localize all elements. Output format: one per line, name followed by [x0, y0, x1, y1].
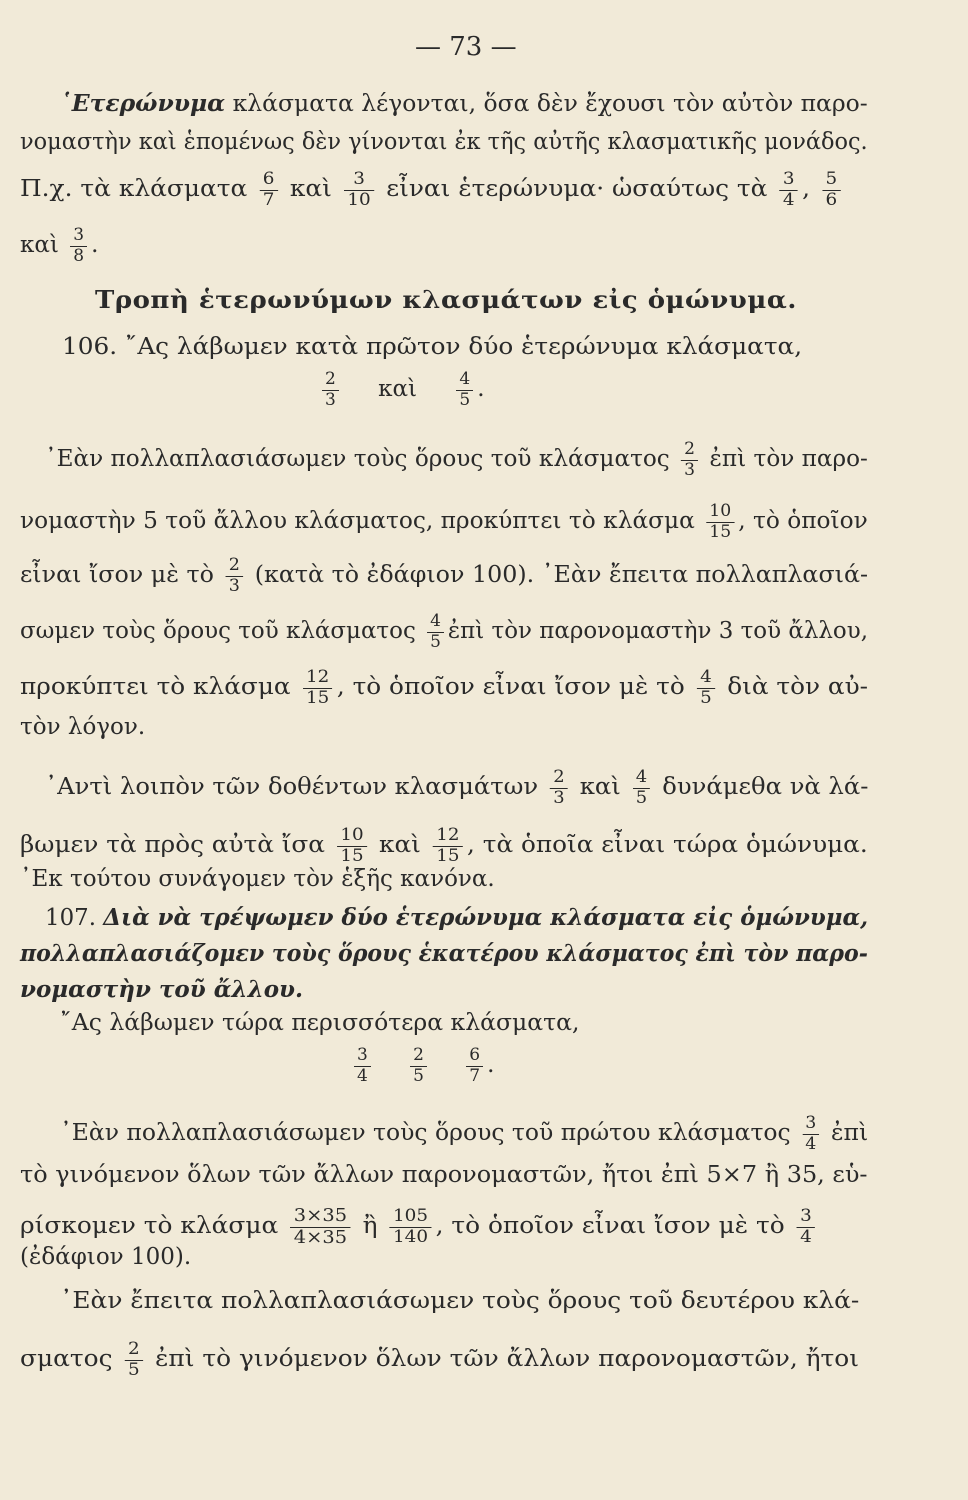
fraction — [797, 1207, 815, 1247]
text: διὰ τὸν αὐ- — [727, 674, 869, 701]
text: σωμεν τοὺς ὅρους τοῦ κλάσματος — [20, 618, 416, 645]
term-heteronyma: ῾Ετερώνυμα — [60, 90, 226, 117]
example-line-2 — [20, 226, 98, 266]
denominator: 6 — [822, 190, 840, 211]
denominator: 5 — [633, 788, 651, 809]
numerator: 3 — [357, 1045, 368, 1065]
fraction — [681, 440, 698, 480]
text: εἶναι ἑτερώνυμα· ὡσαύτως τὰ — [386, 176, 768, 203]
text: εἶναι ἴσον μὲ τὸ — [20, 562, 214, 589]
numerator: 4 — [635, 767, 648, 787]
fraction — [433, 826, 463, 866]
fraction — [410, 1046, 427, 1086]
denominator: 15 — [303, 688, 333, 709]
numerator: 10 — [340, 825, 364, 845]
denominator: 10 — [344, 190, 374, 211]
numerator: 2 — [127, 1339, 140, 1359]
numerator: 2 — [413, 1045, 424, 1065]
s107-line-4: (ἐδάφιον 100). — [20, 1244, 192, 1270]
text: ἐπὶ — [830, 1120, 869, 1147]
numerator: 12 — [436, 825, 460, 845]
text: ἐπὶ τὸ γινόμενον ὅλων τῶν ἄλλων παρονομαστῶν, ἤτοι — [155, 1346, 859, 1373]
s106-line-8 — [20, 826, 868, 866]
text: καὶ — [20, 232, 59, 259]
fraction — [259, 170, 277, 210]
s107-intro: ῎Ας λάβωμεν τώρα περισσότερα κλάσματα, — [60, 1010, 580, 1036]
text: Π.χ. τὰ κλάσματα — [20, 176, 248, 203]
denominator: 4 — [354, 1066, 371, 1087]
text: κλάσματα λέγονται, ὅσα δὲν ἔχουσι τὸν αὐτὸν παρο- — [225, 91, 868, 117]
text: καὶ — [289, 176, 332, 203]
s106-line-7 — [45, 768, 868, 808]
text: ᾿Εὰν πολλαπλασιάσωμεν τοὺς ὅρους τοῦ κλάσματος — [45, 446, 670, 473]
s106-line-4 — [20, 612, 868, 652]
numerator: 12 — [306, 667, 330, 687]
text: σματος — [20, 1346, 113, 1373]
denominator: 4 — [797, 1227, 815, 1248]
fraction — [390, 1207, 432, 1247]
fraction — [802, 1114, 819, 1154]
denominator: 3 — [681, 460, 698, 481]
fraction — [822, 170, 840, 210]
s107-line-2: τὸ γινόμενον ὅλων τῶν ἄλλων παρονομαστῶν, ἤτοι ἐπὶ 5×7 ἢ 35, εὑ- — [20, 1162, 868, 1188]
numerator: 4 — [459, 369, 471, 389]
s106-line-2 — [20, 502, 868, 542]
denominator: 15 — [706, 522, 734, 543]
s106-line-1 — [45, 440, 868, 480]
denominator: 5 — [456, 390, 473, 411]
numerator: 3×35 — [293, 1205, 348, 1226]
numerator: 3 — [805, 1113, 817, 1133]
text: νομαστὴν 5 τοῦ ἄλλου κλάσματος, προκύπτει τὸ κλάσμα — [20, 508, 695, 535]
numerator: 10 — [709, 501, 732, 521]
text: . — [477, 376, 485, 403]
denominator: 4 — [780, 190, 798, 211]
section-heading: Τροπὴ ἑτερωνύμων κλασμάτων εἰς ὁμώνυμα. — [95, 285, 797, 314]
text: ᾿Αντὶ λοιπὸν τῶν δοθέντων κλασμάτων — [45, 774, 539, 801]
denominator: 15 — [337, 846, 367, 867]
text: ρίσκομεν τὸ κλάσμα — [20, 1213, 279, 1240]
numerator: 5 — [825, 169, 838, 189]
numerator: 2 — [553, 767, 565, 787]
denominator: 4×35 — [291, 1227, 351, 1249]
numerator: 3 — [800, 1206, 812, 1227]
s106-line-3 — [20, 556, 868, 596]
fraction — [354, 1046, 371, 1086]
text: καὶ — [379, 832, 421, 859]
numerator: 3 — [73, 225, 85, 245]
s107-line-1 — [60, 1114, 868, 1154]
s107-line-5: ᾿Εὰν ἔπειτα πολλαπλασιάσωμεν τοὺς ὅρους τοῦ δευτέρου κλά- — [60, 1288, 860, 1314]
example-line-1 — [20, 170, 845, 210]
text: , τὸ ὁποῖον εἶναι ἴσον μὲ τὸ — [336, 674, 685, 701]
text: βωμεν τὰ πρὸς αὐτὰ ἴσα — [20, 832, 326, 859]
fraction — [125, 1340, 143, 1380]
text: . — [487, 1052, 495, 1079]
numerator: 4 — [430, 611, 441, 631]
text: δυνάμεθα νὰ λά- — [662, 774, 869, 801]
denominator: 8 — [70, 246, 87, 267]
s106-intro: 106. ῎Ας λάβωμεν κατὰ πρῶτον δύο ἑτερώνυμα κλάσματα, — [62, 334, 803, 360]
denominator: 3 — [226, 576, 243, 597]
definition-line-2: νομαστὴν καὶ ἑπομένως δὲν γίνονται ἐκ τῆς αὐτῆς κλασματικῆς μονάδος. — [20, 129, 868, 155]
fraction — [70, 226, 87, 266]
fraction — [427, 612, 444, 652]
rule-text: Διὰ νὰ τρέψωμεν δύο ἑτερώνυμα κλάσματα εἰς ὁμώνυμα, — [103, 904, 869, 931]
fraction — [466, 1046, 483, 1086]
fraction — [456, 370, 473, 410]
text: προκύπτει τὸ κλάσμα — [20, 674, 291, 701]
fraction — [337, 826, 367, 866]
fraction — [780, 170, 798, 210]
fraction — [550, 768, 568, 808]
section-number: 107. — [45, 905, 96, 931]
text: ἐπὶ τὸν παρονομαστὴν 3 τοῦ ἄλλου, — [447, 618, 868, 645]
s106-line-5 — [20, 668, 868, 708]
definition-line-1 — [60, 92, 868, 116]
denominator: 5 — [410, 1066, 427, 1087]
text: καὶ — [378, 376, 418, 403]
fraction — [226, 556, 243, 596]
s106-line-6: τὸν λόγον. — [20, 714, 146, 740]
fraction — [303, 668, 333, 708]
denominator: 140 — [390, 1227, 432, 1248]
text: , — [802, 176, 811, 203]
denominator: 5 — [697, 688, 715, 709]
s107-line-3 — [20, 1206, 819, 1248]
s107-rule-line-1 — [45, 906, 868, 930]
fraction — [322, 370, 339, 410]
text: ᾿Εὰν πολλαπλασιάσωμεν τοὺς ὅρους τοῦ πρώτου κλάσματος — [60, 1120, 791, 1147]
text: , τὸ ὁποῖον εἶναι ἴσον μὲ τὸ — [435, 1213, 785, 1240]
denominator: 5 — [427, 632, 444, 653]
page-number: — 73 — — [415, 32, 517, 62]
denominator: 15 — [433, 846, 463, 867]
text: καὶ — [579, 774, 621, 801]
numerator: 2 — [325, 369, 336, 389]
denominator: 5 — [125, 1360, 143, 1381]
numerator: 3 — [353, 169, 365, 189]
denominator: 3 — [322, 390, 339, 411]
text: . — [91, 232, 99, 259]
s106-line-9: ᾿Εκ τούτου συνάγομεν τὸν ἑξῆς κανόνα. — [20, 866, 495, 892]
numerator: 6 — [262, 169, 275, 189]
text: , τὸ ὁποῖον — [738, 508, 868, 535]
numerator: 3 — [782, 169, 795, 189]
text: ἢ — [362, 1213, 378, 1240]
fraction — [344, 170, 374, 210]
s106-fractions — [318, 370, 485, 410]
text: ἐπὶ τὸν παρο- — [709, 446, 868, 473]
denominator: 7 — [466, 1066, 483, 1087]
denominator: 7 — [259, 190, 277, 211]
numerator: 4 — [700, 667, 712, 687]
numerator: 6 — [469, 1045, 481, 1065]
s107-fractions — [350, 1046, 494, 1086]
s107-line-6 — [20, 1340, 859, 1380]
text: , τὰ ὁποῖα εἶναι τώρα ὁμώνυμα. — [467, 832, 868, 859]
numerator: 2 — [228, 555, 240, 575]
fraction — [706, 502, 734, 542]
s107-rule-line-3: νομαστὴν τοῦ ἄλλου. — [20, 976, 303, 1003]
numerator: 105 — [392, 1206, 429, 1227]
text: (κατὰ τὸ ἐδάφιον 100). ᾿Εὰν ἔπειτα πολλαπλασιά- — [254, 562, 869, 589]
fraction — [291, 1206, 351, 1248]
fraction — [697, 668, 715, 708]
denominator: 3 — [550, 788, 568, 809]
numerator: 2 — [684, 439, 696, 459]
s107-rule-line-2: πολλαπλασιάζομεν τοὺς ὅρους ἑκατέρου κλάσματος ἐπὶ τὸν παρο- — [20, 940, 868, 967]
denominator: 4 — [802, 1134, 819, 1155]
fraction — [633, 768, 651, 808]
